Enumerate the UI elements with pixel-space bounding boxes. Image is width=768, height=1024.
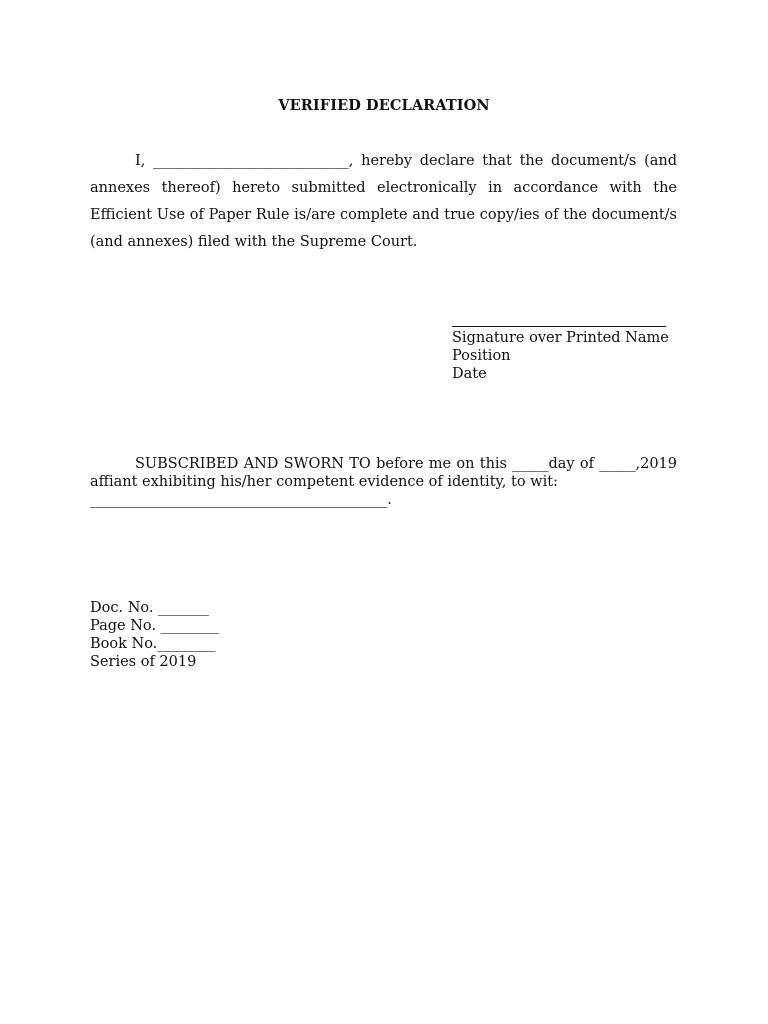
- signature-block: [452, 310, 692, 383]
- jurat-text: SUBSCRIBED AND SWORN TO before me on this _____day of _____,2019 affiant exhibiting his/her competent evidence of identity, to wit:: [90, 456, 677, 490]
- page-no: Page No. ________: [90, 618, 219, 634]
- document-title: VERIFIED DECLARATION: [278, 97, 490, 114]
- book-no: Book No.________: [90, 636, 216, 652]
- series: Series of 2019: [90, 654, 197, 670]
- notarial-register-block: [90, 599, 219, 671]
- declaration-paragraph: I, ___________________________, hereby declare that the document/s (and annexes thereof) hereto submitted electronically in accordance with the Efficient Use of Paper Rule is/are complete and true copy/ies of the document/s (and annexes) filed with the Supreme Court.: [90, 153, 677, 250]
- jurat-paragraph: [90, 455, 677, 509]
- date-label: Date: [452, 366, 487, 382]
- doc-no: Doc. No. _______: [90, 600, 209, 616]
- position-label: Position: [452, 348, 511, 364]
- jurat-blank-line: _________________________________________.: [90, 492, 392, 508]
- signature-label: Signature over Printed Name: [452, 330, 669, 346]
- signature-line: [452, 310, 666, 327]
